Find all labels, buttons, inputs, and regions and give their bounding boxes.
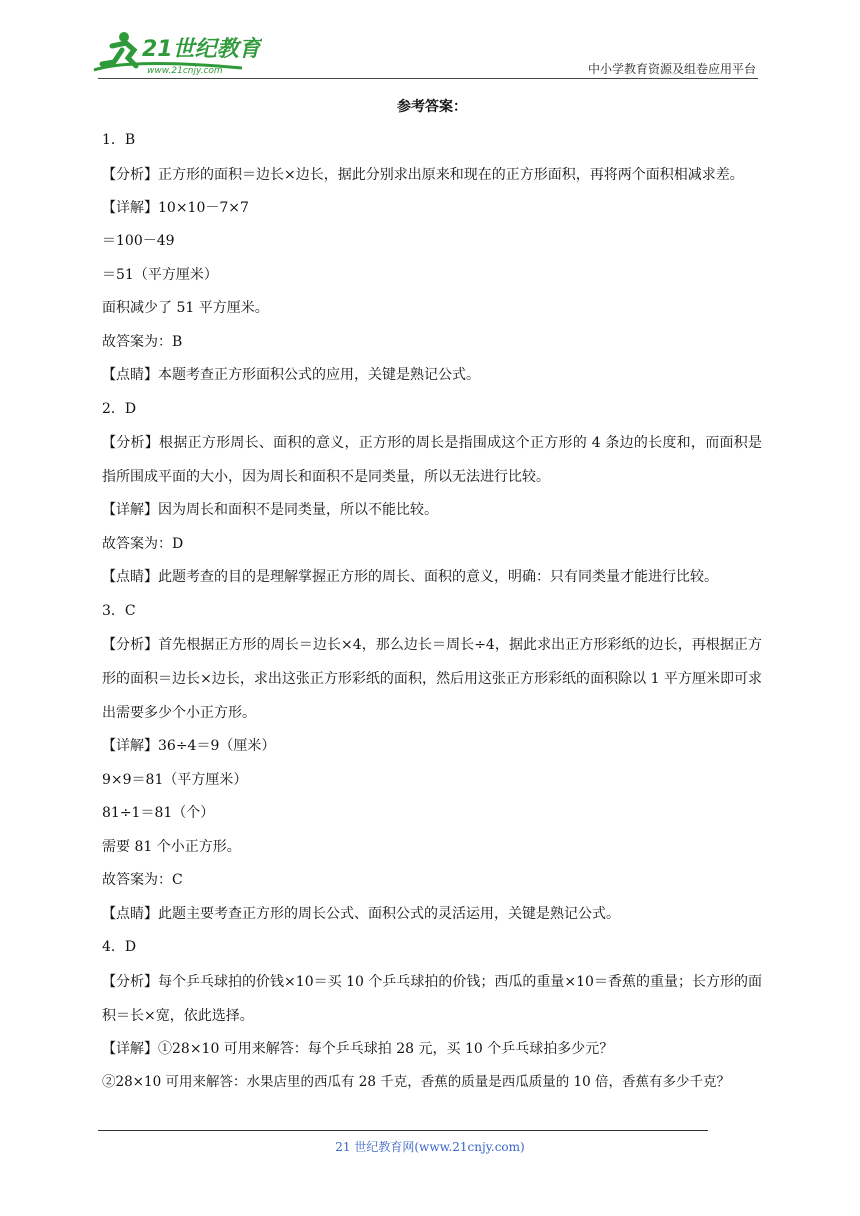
q1-comment: 【点睛】本题考查正方形面积公式的应用，关键是熟记公式。: [102, 367, 480, 383]
page-title: 参考答案：: [397, 99, 467, 115]
q3-comment: 【点睛】此题主要考查正方形的周长公式、面积公式的灵活运用，关键是熟记公式。: [102, 905, 620, 922]
q4-detail: 【详解】①28×10 可用来解答：每个乒乓球拍 28 元，买 10 个乒乓球拍多少元？: [102, 1040, 614, 1057]
q3-step-1: 9×9＝81（平方厘米）: [102, 771, 248, 788]
logo-mark: [92, 28, 262, 78]
q2-answer: 2．D: [102, 400, 137, 417]
q1-conclusion: 面积减少了 51 平方厘米。: [102, 300, 269, 316]
logo-url: www.21cnjy.com: [147, 66, 223, 76]
q3-analysis: 【分析】首先根据正方形的周长＝边长×4，那么边长＝周长÷4，据此求出正方形彩纸的边长，再根据正方形的面积＝边长×边长，求出这张正方形彩纸的面积，然后用这张正方形彩纸的面积除以 1 平方厘米即可求出需要多少个小正方形。: [102, 637, 762, 721]
q4-detail-2: ②28×10 可用来解答：水果店里的西瓜有 28 千克，香蕉的质量是西瓜质量的 10 倍，香蕉有多少千克？: [102, 1074, 730, 1090]
q2-detail: 【详解】因为周长和面积不是同类量，所以不能比较。: [102, 502, 438, 518]
q2-comment: 【点睛】此题考查的目的是理解掌握正方形的周长、面积的意义，明确：只有同类量才能进行比较。: [102, 569, 718, 585]
q3-step-2: 81÷1＝81（个）: [102, 805, 215, 821]
q3-final: 故答案为：C: [102, 872, 183, 888]
q4-analysis: 【分析】每个乒乓球拍的价钱×10＝买 10 个乒乓球拍的价钱；西瓜的重量×10＝香蕉的重量；长方形的面积＝长×宽，依此选择。: [102, 973, 762, 1024]
q3-answer: 3．C: [102, 602, 136, 619]
platform-name: 中小学教育资源及组卷应用平台: [587, 62, 756, 76]
logo: [92, 28, 262, 80]
footer-divider: [98, 1130, 708, 1131]
q3-detail: 【详解】36÷4＝9（厘米）: [102, 738, 276, 754]
q1-detail: 【详解】10×10－7×7: [102, 199, 249, 216]
q2-final: 故答案为：D: [102, 535, 184, 552]
q1-final: 故答案为：B: [102, 333, 183, 350]
q3-conclusion: 需要 81 个小正方形。: [102, 838, 241, 855]
q2-analysis: 【分析】根据正方形周长、面积的意义，正方形的周长是指围成这个正方形的 4 条边的长度和，而面积是指所围成平面的大小，因为周长和面积不是同类量，所以无法进行比较。: [102, 435, 762, 485]
logo-text: 21世纪教育: [142, 37, 261, 62]
answer-content: [102, 90, 762, 1100]
q1-step-2: ＝51（平方厘米）: [102, 266, 218, 283]
q1-answer: 1．B: [102, 132, 136, 148]
q1-analysis: 【分析】正方形的面积＝边长×边长，据此分别求出原来和现在的正方形面积，再将两个面积相减求差。: [102, 166, 744, 183]
q4-answer: 4．D: [102, 939, 137, 955]
page-footer[interactable]: 21 世纪教育网(www.21cnjy.com): [335, 1140, 525, 1154]
page-header: [0, 0, 860, 82]
q1-step-1: ＝100－49: [102, 233, 175, 249]
header-divider: [98, 78, 758, 79]
